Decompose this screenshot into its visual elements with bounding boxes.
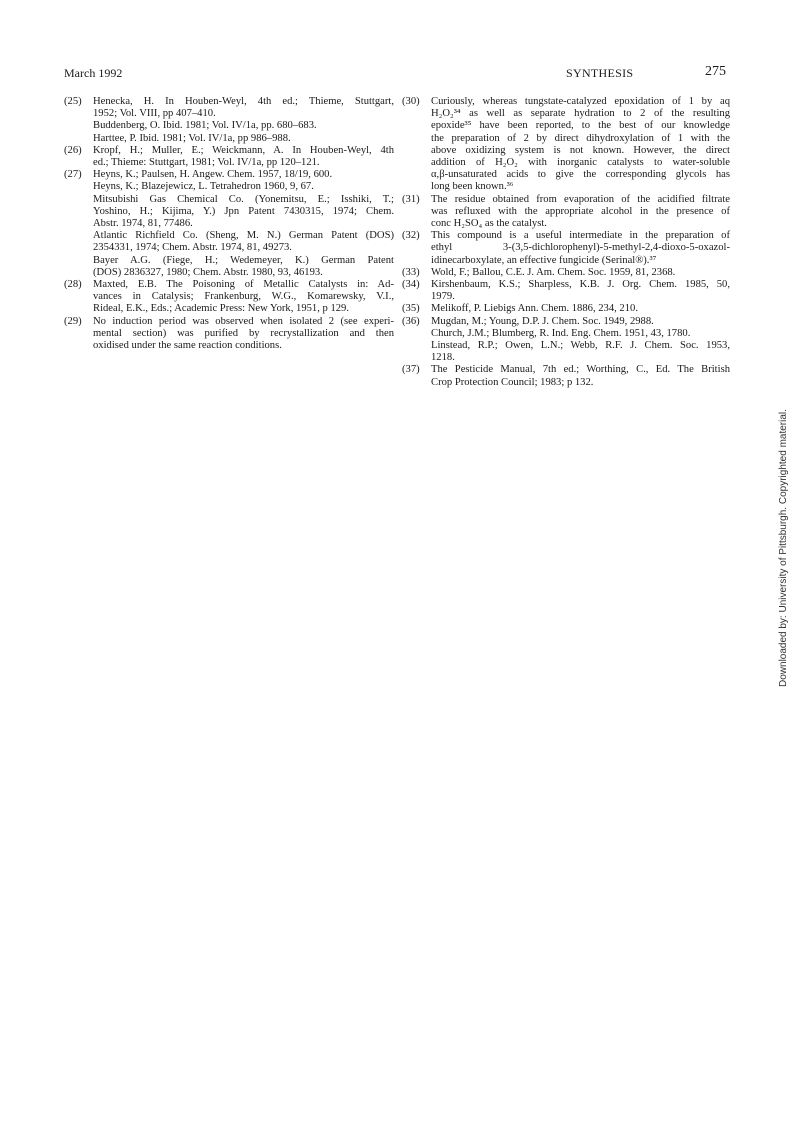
reference-text-line: 1952; Vol. VIII, pp 407–410. — [93, 108, 216, 120]
references-left-column — [64, 96, 394, 352]
reference-number: (34) — [402, 279, 420, 291]
reference-text-line: Curiously, whereas tungstate-catalyzed epoxidation of 1 by aq — [431, 96, 730, 107]
reference-text-line: mental section) was purified by recrystallization and then — [93, 327, 394, 339]
reference-text-line: Linstead, R.P.; Owen, L.N.; Webb, R.F. J. Chem. Soc. 1953, — [431, 340, 730, 352]
reference-text-line: conc H₂SO₄ as the catalyst. — [431, 218, 547, 230]
reference-number: (30) — [402, 96, 420, 107]
reference-text-line: idinecarboxylate, an effective fungicide (Serinal®).³⁷ — [431, 254, 657, 266]
reference-number: (26) — [64, 144, 82, 156]
reference-number: (35) — [402, 303, 420, 315]
reference-text-line: ed.; Thieme: Stuttgart, 1981; Vol. IV/1a, pp 120–121. — [93, 157, 320, 169]
reference-entry — [64, 169, 394, 279]
journal-name: SYNTHESIS — [566, 66, 634, 80]
reference-text-line: Maxted, E.B. The Poisoning of Metallic Catalysts in: Ad- — [93, 279, 394, 291]
reference-text-line: 2354331, 1974; Chem. Abstr. 1974, 81, 49273. — [93, 242, 292, 254]
reference-entry — [402, 96, 730, 194]
reference-text-line: Rideal, E.K., Eds.; Academic Press: New York, 1951, p 129. — [93, 303, 349, 315]
reference-entry — [402, 279, 730, 303]
reference-entry — [64, 279, 394, 316]
reference-text-line: Yoshino, H.; Kijima, Y.) Jpn Patent 7430315, 1974; Chem. — [93, 205, 394, 217]
reference-text-line: long been known.³⁶ — [431, 181, 514, 193]
reference-text-line: 1979. — [431, 291, 455, 303]
reference-text-line: Kirshenbaum, K.S.; Sharpless, K.B. J. Org. Chem. 1985, 50, — [431, 279, 730, 291]
reference-number: (37) — [402, 364, 420, 376]
reference-text-line: 1218. — [431, 352, 455, 364]
reference-text-line: H₂O₂³⁴ as well as separate hydration to 2 of the resulting — [431, 108, 730, 120]
download-watermark: Downloaded by: University of Pittsburgh. Copyrighted material. — [778, 409, 789, 687]
reference-number: (36) — [402, 315, 420, 327]
reference-number: (32) — [402, 230, 420, 242]
reference-text-line: addition of H₂O₂ with inorganic catalysts to water-soluble — [431, 157, 730, 169]
reference-text-line: was refluxed with the appropriate alcohol in the presence of — [431, 205, 730, 217]
reference-text-line: Kropf, H.; Muller, E.; Weickmann, A. In Houben-Weyl, 4th — [93, 144, 394, 156]
reference-number: (33) — [402, 266, 420, 278]
reference-entry — [402, 303, 730, 315]
reference-text-line: Heyns, K.; Blazejewicz, L. Tetrahedron 1960, 9, 67. — [93, 181, 314, 193]
reference-text-line: oxidised under the same reaction conditions. — [93, 340, 282, 352]
reference-text-line: Crop Protection Council; 1983; p 132. — [431, 376, 594, 388]
reference-text-line: This compound is a useful intermediate in the preparation of — [431, 230, 730, 242]
issue-date: March 1992 — [64, 66, 123, 80]
reference-text-line: α,β-unsaturated acids to give the corresponding glycols has — [431, 169, 730, 181]
reference-entry — [402, 194, 730, 231]
reference-text-line: No induction period was observed when isolated 2 (see experi- — [93, 315, 394, 327]
reference-text-line: the preparation of 2 by direct dihydroxylation of 1 with the — [431, 132, 730, 144]
reference-text-line: ethyl 3-(3,5-dichlorophenyl)-5-methyl-2,4-dioxo-5-oxazol- — [431, 242, 730, 254]
reference-text-line: (DOS) 2836327, 1980; Chem. Abstr. 1980, 93, 46193. — [93, 266, 323, 278]
reference-number: (31) — [402, 193, 420, 205]
reference-text-line: Buddenberg, O. Ibid. 1981; Vol. IV/1a, pp. 680–683. — [93, 120, 317, 132]
reference-number: (27) — [64, 169, 82, 181]
reference-text-line: above oxidizing system is not known. However, the direct — [431, 144, 730, 156]
reference-text-line: Harttee, P. Ibid. 1981; Vol. IV/1a, pp 986–988. — [93, 132, 291, 144]
reference-text-line: Abstr. 1974, 81, 77486. — [93, 218, 193, 230]
reference-text-line: Heyns, K.; Paulsen, H. Angew. Chem. 1957, 18/19, 600. — [93, 169, 333, 181]
reference-entry — [64, 96, 394, 145]
reference-text-line: The residue obtained from evaporation of the acidified filtrate — [431, 193, 730, 205]
reference-entry — [402, 364, 730, 388]
reference-entry — [402, 230, 730, 267]
reference-text-line: Wold, F.; Ballou, C.E. J. Am. Chem. Soc. 1959, 81, 2368. — [431, 266, 676, 278]
reference-number: (25) — [64, 96, 82, 107]
reference-text-line: Bayer A.G. (Fiege, H.; Wedemeyer, K.) German Patent — [93, 254, 394, 266]
reference-text-line: epoxide³⁵ have been reported, to the best of our knowledge — [431, 120, 730, 132]
reference-entry — [64, 145, 394, 169]
reference-number: (29) — [64, 315, 82, 327]
reference-text-line: vances in Catalysis; Frankenburg, W.G., Komarewsky, V.I., — [93, 291, 394, 303]
reference-text-line: Mugdan, M.; Young, D.P. J. Chem. Soc. 1949, 2988. — [431, 315, 654, 327]
page-number: 275 — [705, 64, 726, 79]
reference-text-line: The Pesticide Manual, 7th ed.; Worthing, C., Ed. The British — [431, 364, 730, 376]
reference-number: (28) — [64, 279, 82, 291]
references-right-column — [402, 96, 730, 389]
reference-text-line: Atlantic Richfield Co. (Sheng, M. N.) German Patent (DOS) — [93, 230, 394, 242]
reference-text-line: Melikoff, P. Liebigs Ann. Chem. 1886, 234, 210. — [431, 303, 638, 315]
reference-text-line: Church, J.M.; Blumberg, R. Ind. Eng. Chem. 1951, 43, 1780. — [431, 327, 691, 339]
reference-text-line: Mitsubishi Gas Chemical Co. (Yonemitsu, E.; Isshiki, T.; — [93, 193, 394, 205]
reference-entry — [402, 267, 730, 279]
reference-text-line: Henecka, H. In Houben-Weyl, 4th ed.; Thieme, Stuttgart, — [93, 96, 394, 107]
reference-entry — [64, 316, 394, 353]
reference-entry — [402, 316, 730, 365]
